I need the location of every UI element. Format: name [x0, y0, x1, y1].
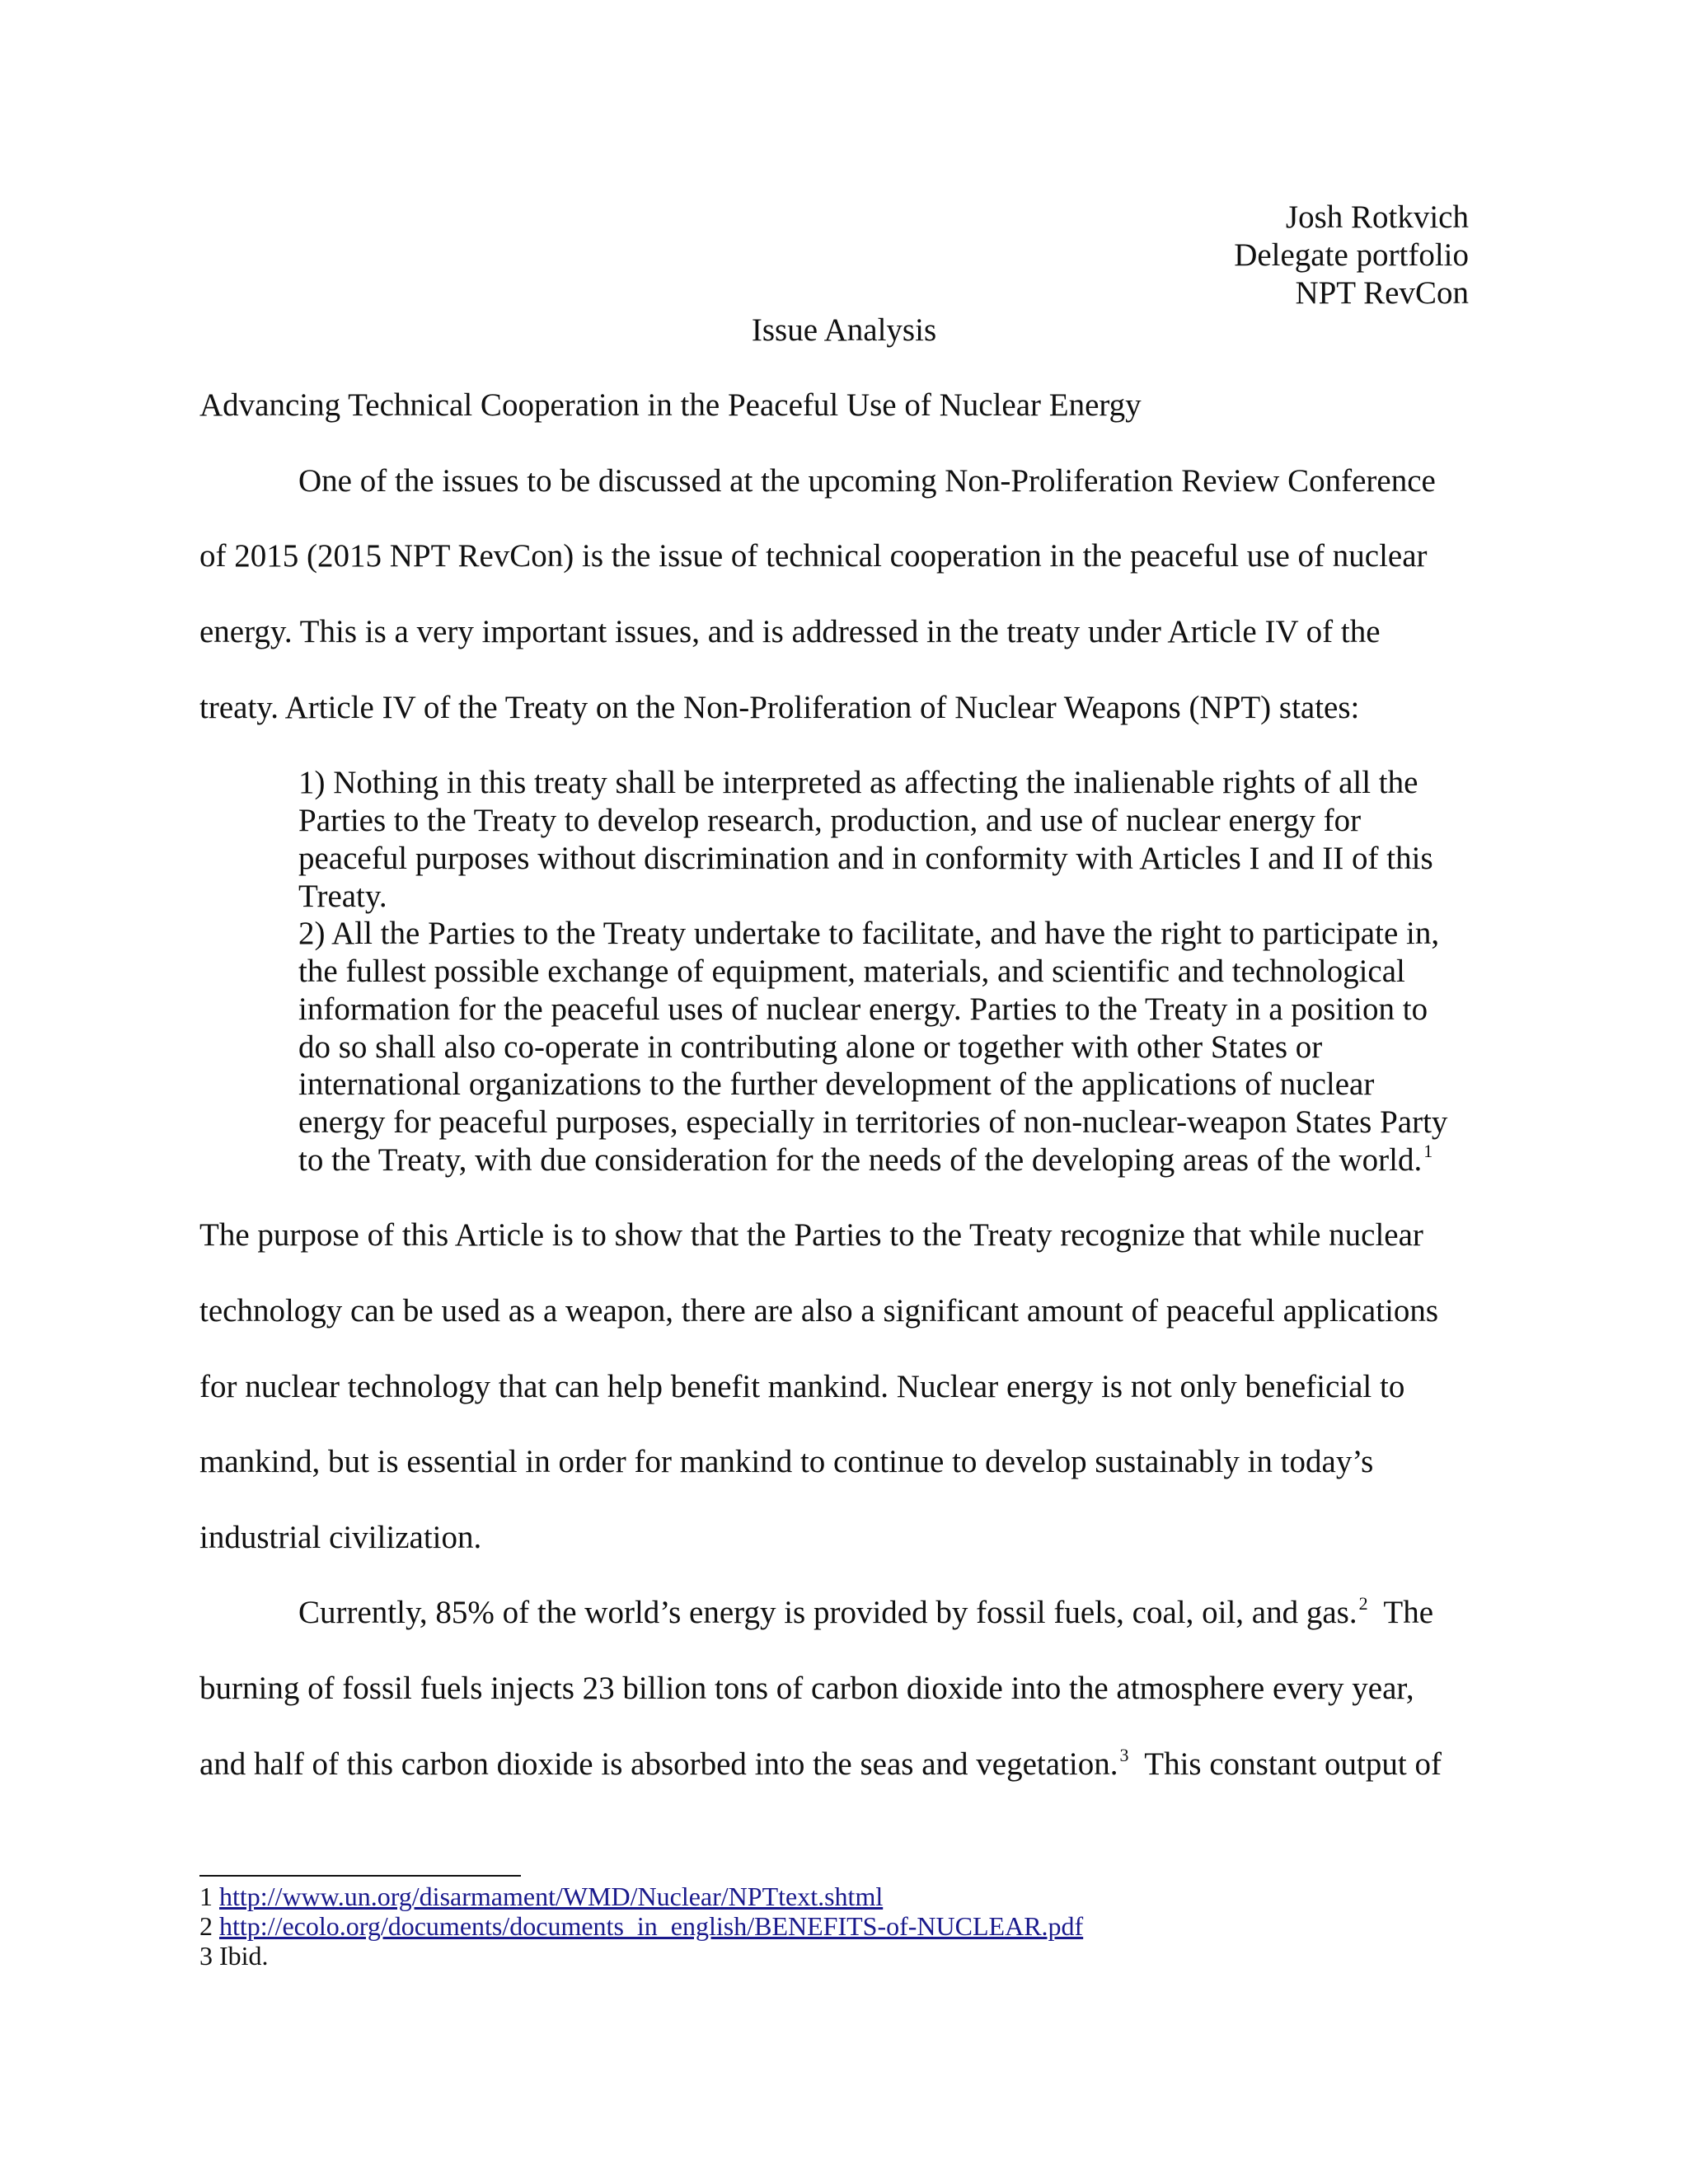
footnote-number: 3	[199, 1941, 213, 1971]
paragraph-line	[199, 1746, 1442, 1788]
paragraph-line: burning of fossil fuels injects 23 billion tons of carbon dioxide into the atmosphere every year,	[199, 1671, 1414, 1706]
paragraph-line-tail: This constant output of	[1128, 1746, 1442, 1782]
paragraph-line	[298, 1594, 1433, 1636]
paragraph-line-tail: The	[1367, 1595, 1434, 1630]
paragraph-line: of 2015 (2015 NPT RevCon) is the issue of technical cooperation in the peaceful use of nuclear	[199, 538, 1428, 574]
conference-name: NPT RevCon	[1295, 275, 1469, 311]
quote-line: international organizations to the further development of the applications of nuclear	[298, 1066, 1375, 1102]
quote-line: Treaty.	[298, 879, 387, 914]
footnote-number: 1	[199, 1882, 213, 1911]
footnote-ref[interactable]: 3	[1119, 1745, 1129, 1765]
paragraph-line: mankind, but is essential in order for mankind to continue to develop sustainably in today’s	[199, 1444, 1374, 1479]
footnote-number: 2	[199, 1911, 213, 1941]
footnote-ref[interactable]: 2	[1358, 1593, 1368, 1614]
paragraph-line-text: and half of this carbon dioxide is absorbed into the seas and vegetation.	[199, 1746, 1118, 1782]
document-subtitle: Advancing Technical Cooperation in the Peaceful Use of Nuclear Energy	[199, 387, 1142, 423]
paragraph-line: One of the issues to be discussed at the upcoming Non-Proliferation Review Conference	[298, 463, 1436, 499]
footnote	[199, 1882, 883, 1911]
quote-line: Parties to the Treaty to develop research, production, and use of nuclear energy for	[298, 803, 1362, 838]
paragraph-line: The purpose of this Article is to show that the Parties to the Treaty recognize that while nuclear	[199, 1217, 1423, 1253]
author-role: Delegate portfolio	[1234, 237, 1469, 273]
quote-line: 1) Nothing in this treaty shall be interpreted as affecting the inalienable rights of all the	[298, 765, 1418, 800]
footnote-link[interactable]: http://www.un.org/disarmament/WMD/Nuclear/NPTtext.shtml	[219, 1882, 884, 1911]
paragraph-line: technology can be used as a weapon, there are also a significant amount of peaceful applications	[199, 1293, 1439, 1329]
footnote	[199, 1941, 269, 1971]
quote-line	[298, 1141, 1432, 1183]
paragraph-line: industrial civilization.	[199, 1520, 482, 1555]
quote-line: information for the peaceful uses of nuclear energy. Parties to the Treaty in a position to	[298, 991, 1428, 1027]
footnote-text: Ibid.	[219, 1941, 269, 1971]
quote-line: the fullest possible exchange of equipment, materials, and scientific and technological	[298, 954, 1405, 989]
author-name: Josh Rotkvich	[1285, 199, 1469, 235]
footnote	[199, 1911, 1083, 1941]
footnote-link[interactable]: http://ecolo.org/documents/documents_in_english/BENEFITS-of-NUCLEAR.pdf	[219, 1911, 1084, 1941]
quote-line: peaceful purposes without discrimination and in conformity with Articles I and II of this	[298, 841, 1433, 876]
page-title: Issue Analysis	[751, 312, 937, 348]
footnote-ref[interactable]: 1	[1423, 1141, 1433, 1161]
quote-line-text: to the Treaty, with due consideration for the needs of the developing areas of the world.	[298, 1142, 1423, 1178]
paragraph-line: treaty. Article IV of the Treaty on the Non-Proliferation of Nuclear Weapons (NPT) states:	[199, 690, 1360, 725]
quote-line: do so shall also co-operate in contributing alone or together with other States or	[298, 1029, 1323, 1065]
footnote-separator	[199, 1875, 521, 1877]
paragraph-line-text: Currently, 85% of the world’s energy is provided by fossil fuels, coal, oil, and gas.	[298, 1595, 1357, 1630]
paragraph-line: energy. This is a very important issues, and is addressed in the treaty under Article IV of the	[199, 614, 1381, 649]
quote-line: energy for peaceful purposes, especially in territories of non-nuclear-weapon States Party	[298, 1104, 1448, 1140]
paragraph-line: for nuclear technology that can help benefit mankind. Nuclear energy is not only beneficial to	[199, 1369, 1405, 1404]
quote-line: 2) All the Parties to the Treaty undertake to facilitate, and have the right to participate in,	[298, 916, 1440, 951]
